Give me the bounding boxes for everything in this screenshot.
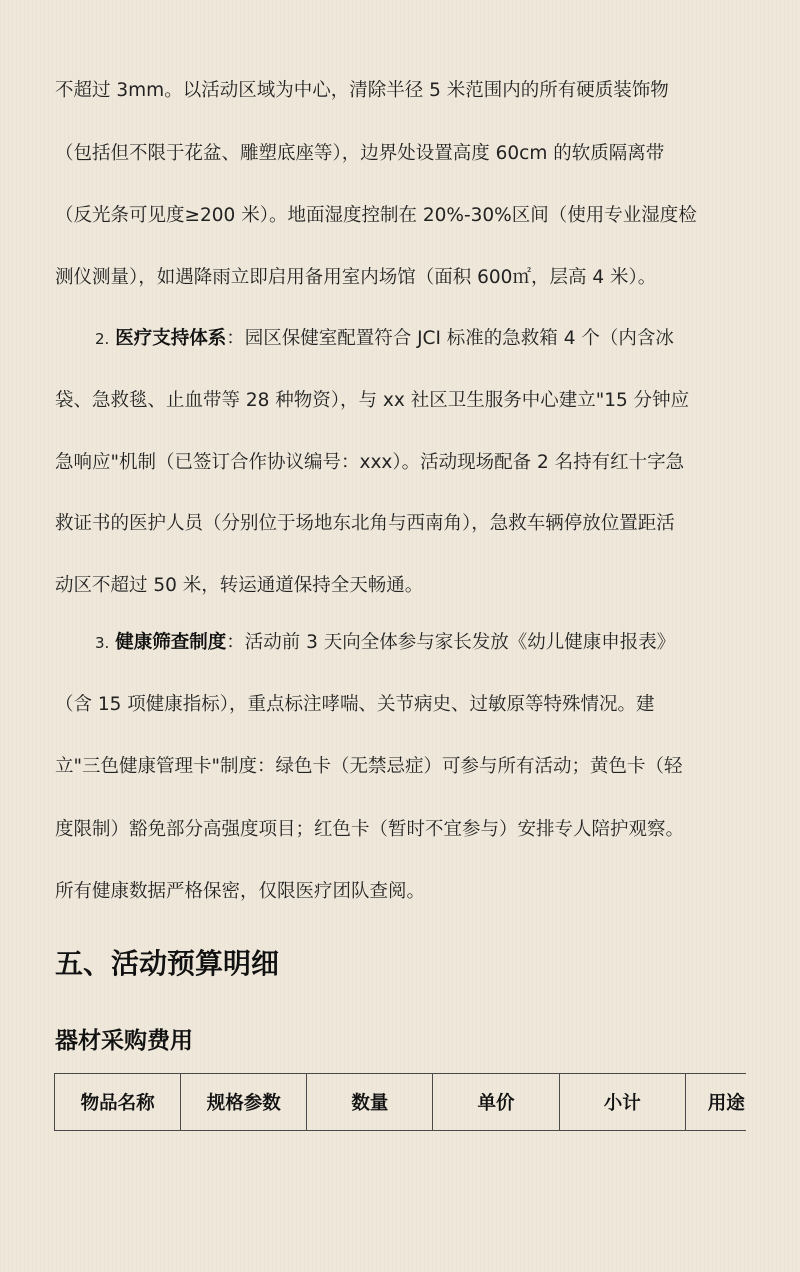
section-heading: 五、活动预算明细	[55, 947, 280, 980]
table-header-row	[55, 1074, 747, 1131]
paragraph-line: 救证书的医护人员（分别位于场地东北角与西南角），急救车辆停放位置距活	[55, 513, 675, 534]
paragraph-line: （包括但不限于花盆、雕塑底座等），边界处设置高度 60cm 的软质隔离带	[55, 143, 665, 164]
list-item-2-lead	[95, 326, 674, 352]
list-item-title: 医疗支持体系	[115, 328, 227, 349]
paragraph-line: 度限制）豁免部分高强度项目；红色卡（暂时不宜参与）安排专人陪护观察。	[55, 819, 685, 840]
column-header-unit-price: 单价	[433, 1074, 559, 1131]
paragraph-line: （反光条可见度≥200 米）。地面湿度控制在 20%-30%区间（使用专业湿度检	[55, 205, 697, 226]
paragraph-line: （含 15 项健康指标），重点标注哮喘、关节病史、过敏原等特殊情况。建	[55, 694, 655, 715]
paragraph-line: 不超过 3mm。以活动区域为中心，清除半径 5 米范围内的所有硬质装饰物	[55, 80, 669, 101]
column-header-purpose: 用途	[685, 1074, 746, 1131]
budget-table	[54, 1073, 746, 1133]
list-item-lead-text: ：园区保健室配置符合 JCI 标准的急救箱 4 个（内含冰	[226, 328, 674, 349]
paragraph-line: 袋、急救毯、止血带等 28 种物资），与 xx 社区卫生服务中心建立"15 分钟应	[55, 390, 690, 411]
list-item-3-lead	[95, 630, 675, 656]
list-number: 2.	[95, 330, 110, 348]
column-header-spec: 规格参数	[181, 1074, 307, 1131]
paragraph-line: 所有健康数据严格保密，仅限医疗团队查阅。	[55, 881, 426, 902]
list-item-lead-text: ：活动前 3 天向全体参与家长发放《幼儿健康申报表》	[226, 632, 676, 653]
subsection-heading: 器材采购费用	[55, 1028, 193, 1054]
column-header-quantity: 数量	[307, 1074, 433, 1131]
paragraph-line: 测仪测量），如遇降雨立即启用备用室内场馆（面积 600㎡，层高 4 米）。	[55, 267, 657, 288]
paragraph-line: 动区不超过 50 米，转运通道保持全天畅通。	[55, 575, 424, 596]
column-header-item-name: 物品名称	[55, 1074, 181, 1131]
paragraph-line: 立"三色健康管理卡"制度：绿色卡（无禁忌症）可参与所有活动；黄色卡（轻	[55, 756, 683, 777]
paragraph-line: 急响应"机制（已签订合作协议编号：xxx）。活动现场配备 2 名持有红十字急	[55, 452, 685, 473]
list-item-title: 健康筛查制度	[115, 632, 227, 653]
column-header-subtotal: 小计	[559, 1074, 685, 1131]
list-number: 3.	[95, 634, 110, 652]
